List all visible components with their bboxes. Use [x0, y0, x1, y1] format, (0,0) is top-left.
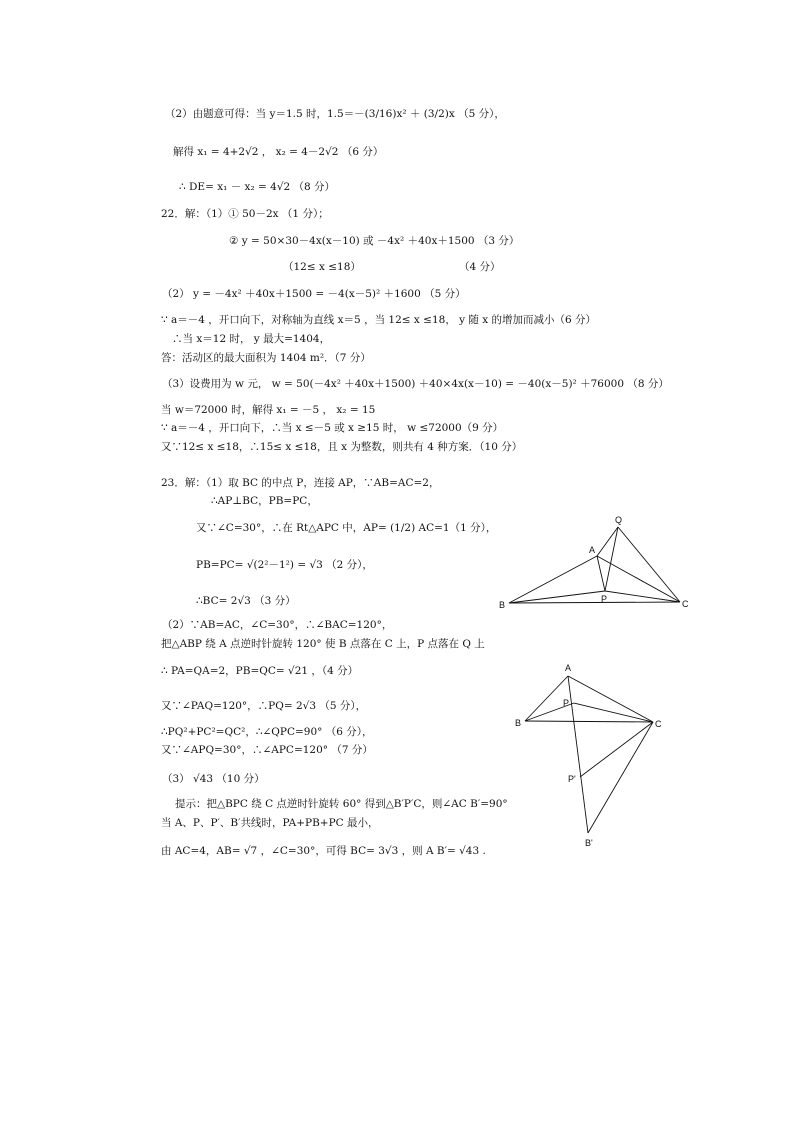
text-line: 由 AC=4，AB= √7 ，∠C=30°，可得 BC= 3√3 ，则 A B′= √43 . — [161, 845, 486, 857]
segment-PC — [574, 703, 653, 722]
text-line: （4 分） — [459, 261, 501, 273]
point-label-C: C — [655, 719, 662, 729]
triangle-figure-2 — [510, 660, 670, 850]
segment-B-prime-C — [588, 722, 653, 833]
segment-BC — [509, 602, 680, 603]
point-label-P: P — [563, 698, 570, 708]
text-line: （12≤ x ≤18） — [283, 261, 361, 273]
segment-PB — [509, 591, 608, 604]
text-line: 当 w＝72000 时，解得 x₁ = －5 ， x₂ = 15 — [161, 404, 376, 416]
text-line: ∴PQ²+PC²=QC²，∴∠QPC=90° （6 分）， — [161, 726, 373, 738]
text-line: ∴当 x＝12 时， y 最大=1404， — [172, 333, 331, 345]
point-label-B: B — [515, 718, 522, 728]
text-line: 答：活动区的最大面积为 1404 m²．（7 分） — [161, 352, 371, 364]
text-line: 提示：把△BPC 绕 C 点逆时针旋转 60° 得到△B′P′C，则∠AC B′=90° — [175, 798, 508, 810]
segment-AC — [568, 676, 653, 722]
segment-PC — [605, 591, 680, 602]
point-label-P-prime: P' — [568, 774, 576, 784]
text-line: 22．解：（1）① 50－2x （1 分）； — [161, 208, 329, 220]
segment-AP — [597, 556, 605, 591]
text-line: 又∵∠APQ=30°，∴∠APC=120° （7 分） — [161, 744, 373, 756]
segment-AC — [597, 556, 680, 602]
text-line: ∴ PA=QA=2，PB=QC= √21 ，（4 分） — [161, 665, 359, 677]
text-line: ② y = 50×30－4x(x－10) 或 －4x² ＋40x＋1500 （3 分） — [229, 235, 520, 247]
text-line: 又∵12≤ x ≤18，∴15≤ x ≤18，且 x 为整数，则共有 4 种方案．（10 分） — [161, 441, 523, 453]
text-line: 解得 x₁ = 4+2√2 ， x₂ = 4－2√2 （6 分） — [173, 146, 384, 158]
text-line: ∵ a＝－4 ，开口向下，∴当 x ≤－5 或 x ≥15 时， w ≤72000（9 分） — [161, 422, 504, 434]
text-line: （2） y = －4x² ＋40x＋1500 = －4(x－5)² ＋1600 （5 分） — [162, 288, 466, 300]
point-label-C: C — [682, 599, 689, 609]
text-line: ∵ a＝－4 ，开口向下，对称轴为直线 x＝5 ，当 12≤ x ≤18， y 随 x 的增加而减小（6 分） — [161, 314, 597, 326]
text-line: ∴BC= 2√3 （3 分） — [196, 595, 296, 607]
triangle-figure-1 — [495, 510, 695, 616]
text-line: （3） √43 （10 分） — [162, 773, 265, 785]
point-label-B-prime: B' — [585, 838, 593, 848]
text-line: （3）设费用为 w 元， w = 50(－4x² ＋40x＋1500) ＋40×4x(x－10) = －40(x－5)² ＋76000 （8 分） — [162, 378, 669, 390]
text-line: 把△ABP 绕 A 点逆时针旋转 120° 使 B 点落在 C 上，P 点落在 Q 上 — [161, 638, 485, 650]
text-line: PB=PC= √(2²－1²) = √3 （2 分）， — [196, 559, 373, 571]
segment-AB — [509, 556, 597, 603]
segment-AB-prime — [568, 676, 588, 833]
segment-BC — [525, 721, 653, 722]
point-label-A: A — [565, 663, 572, 673]
segment-QC — [618, 527, 680, 602]
text-line: ∴ DE= x₁ － x₂ = 4√2 （8 分） — [179, 181, 336, 193]
text-line: 当 A、P、P′、B′共线时，PA+PB+PC 最小， — [161, 817, 379, 829]
point-label-B: B — [499, 600, 506, 610]
text-line: （2）∵AB=AC，∠C=30°，∴∠BAC=120°， — [162, 619, 393, 631]
segment-AB — [525, 676, 568, 721]
point-label-Q: Q — [615, 515, 623, 525]
point-label-P: P — [601, 594, 608, 604]
text-line: ∴AP⊥BC，PB=PC， — [211, 495, 318, 507]
segment-P-prime-C — [580, 722, 653, 777]
text-line: 23．解：（1）取 BC 的中点 P，连接 AP，∵AB=AC=2， — [161, 477, 440, 489]
text-line: 又∵∠PAQ=120°，∴PQ= 2√3 （5 分）， — [161, 700, 367, 712]
text-line: （2）由题意可得：当 y＝1.5 时，1.5＝－(3/16)x² ＋ (3/2)x （5 分）， — [165, 108, 505, 120]
point-label-A: A — [589, 545, 596, 555]
text-line: 又∵∠C=30°，∴在 Rt△APC 中，AP= (1/2) AC=1（1 分）， — [196, 522, 497, 534]
